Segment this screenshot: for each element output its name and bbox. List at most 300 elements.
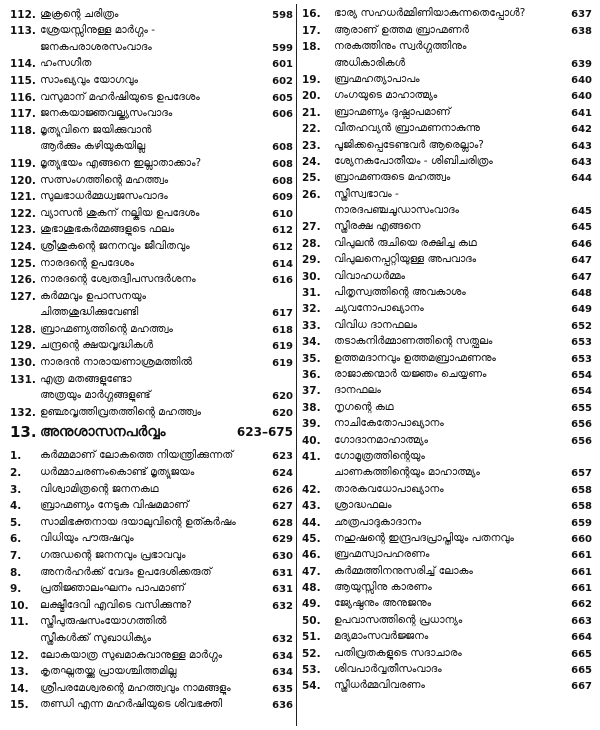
entry-page-number: 637	[571, 9, 592, 21]
entry-page-number: 612	[272, 225, 293, 237]
entry-number: 33.	[302, 319, 321, 332]
entry-number: 128.	[10, 323, 36, 336]
section-heading	[10, 421, 293, 443]
toc-entry	[302, 168, 592, 184]
toc-entry	[302, 4, 592, 20]
entry-title: ആയുസ്സിനു കാരണം	[334, 581, 432, 594]
toc-entry	[302, 381, 592, 397]
entry-page-number: 634	[272, 667, 293, 679]
entry-number: 129.	[10, 340, 36, 353]
entry-title: പൂജിക്കപ്പെടേണ്ടവർ ആരെല്ലാം?	[334, 138, 484, 151]
entry-number: 1.	[10, 450, 22, 463]
entry-number: 123.	[10, 224, 36, 237]
entry-page-number: 655	[571, 402, 592, 414]
entry-title: വിശ്വാമിത്രന്റെ ജനനകഥ	[40, 482, 159, 495]
entry-page-number: 640	[571, 74, 592, 86]
entry-number: 3.	[10, 483, 22, 496]
entry-number: 36.	[302, 368, 321, 381]
entry-number: 5.	[10, 516, 22, 529]
toc-entry	[302, 86, 592, 102]
entry-page-number: 663	[571, 615, 592, 627]
entry-page-number: 660	[571, 533, 592, 545]
toc-entry	[302, 365, 592, 381]
entry-number: 50.	[302, 614, 321, 627]
toc-entry	[10, 695, 293, 712]
toc-entry	[302, 643, 592, 659]
toc-entry	[10, 402, 293, 419]
toc-entry	[10, 170, 293, 187]
entry-number: 40.	[302, 434, 321, 447]
entry-number: 16.	[302, 8, 321, 21]
toc-entry	[10, 529, 293, 546]
entry-page-number: 638	[571, 25, 592, 37]
entry-page-number: 619	[272, 358, 293, 370]
toc-entry	[302, 332, 592, 348]
entry-number: 22.	[302, 123, 321, 136]
entry-title-line: ഗോമൂത്രത്തിന്റെയും	[334, 449, 425, 462]
entry-title: സാമിഭക്തനായ ദയാലുവിന്റെ ഉത്കർഷം	[40, 515, 236, 528]
entry-number: 52.	[302, 647, 321, 660]
entry-page-number: 601	[272, 59, 293, 71]
entry-title: ചന്ദ്രന്റെ ക്ഷയവൃദ്ധികൾ	[40, 339, 154, 352]
section-number: 13.	[10, 422, 37, 441]
toc-entry	[10, 662, 293, 679]
entry-title: വിവിധ ദാനഫലം	[334, 318, 418, 331]
toc-entry	[302, 414, 592, 430]
right-column	[302, 4, 592, 692]
entry-number: 12.	[10, 649, 29, 662]
entry-page-number: 612	[272, 241, 293, 253]
entry-page-number: 598	[272, 9, 293, 21]
toc-entry	[302, 315, 592, 331]
toc-entry	[302, 397, 592, 413]
entry-page-number: 645	[571, 222, 592, 234]
entry-title-line: സ്ത്രീസ്വഭാവം -	[334, 187, 399, 200]
entry-title: തടാകനിർമ്മാണത്തിന്റെ സത്ഫലം	[334, 335, 493, 348]
column-divider	[296, 4, 297, 726]
entry-page-number: 658	[571, 484, 592, 496]
entry-title: അനർഹർക്ക് വേദം ഉപദേശിക്കരുത്	[40, 565, 212, 578]
entry-number: 31.	[302, 287, 321, 300]
toc-entry	[10, 336, 293, 353]
entry-page-number: 628	[272, 517, 293, 529]
entry-number: 117.	[10, 108, 36, 121]
entry-title: നാരദന്റെ ശ്വേതദ്വീപസന്ദർശനം	[40, 273, 196, 286]
entry-title: പിതൃസ്വത്തിന്റെ അവകാശം	[334, 286, 466, 299]
entry-number: 28.	[302, 237, 321, 250]
entry-title: നഹുഷന്റെ ഇന്ദ്രപദപ്രാപ്തിയും പതനവും	[334, 531, 514, 544]
entry-title-line: അധികാരികൾ	[334, 56, 406, 69]
entry-title: സാംഖ്യവും യോഗവും	[40, 73, 139, 86]
entry-number: 23.	[302, 139, 321, 152]
entry-title: ശ്രീശുകന്റെ ജനനവും ജീവിതവും	[40, 239, 190, 252]
entry-number: 121.	[10, 191, 36, 204]
entry-number: 51.	[302, 631, 321, 644]
toc-entry	[302, 299, 592, 315]
entry-number: 2.	[10, 467, 22, 480]
entry-title-line: ചിത്തശുദ്ധിക്കുവേണ്ടി	[40, 306, 139, 319]
entry-page-number: 609	[272, 192, 293, 204]
entry-title: ശ്രീപരമേശ്വരന്റെ മഹത്ത്വവും നാമങ്ങളും	[40, 681, 231, 694]
entry-page-number: 608	[272, 158, 293, 170]
entry-title: ബ്രാഹ്മണരുടെ മഹത്ത്വം	[334, 171, 451, 184]
toc-entry	[302, 152, 592, 168]
entry-title: തണ്ഡി എന്ന മഹർഷിയുടെ ശിവഭക്തി	[40, 698, 223, 711]
entry-page-number: 624	[272, 468, 293, 480]
entry-title: ലോകയാത്ര സുഖമാകുവാനുള്ള മാർഗ്ഗം	[40, 648, 223, 661]
entry-page-number: 631	[272, 567, 293, 579]
toc-entry	[302, 545, 592, 561]
entry-number: 14.	[10, 682, 29, 695]
entry-page-number: 620	[272, 407, 293, 419]
entry-number: 11.	[10, 616, 29, 629]
entry-number: 20.	[302, 90, 321, 103]
entry-page-number: 605	[272, 92, 293, 104]
entry-title: കർമ്മമാണ് ലോകത്തെ നിയന്ത്രിക്കുന്നത്	[40, 449, 234, 462]
entry-page-number: 620	[272, 391, 293, 403]
entry-number: 49.	[302, 598, 321, 611]
toc-entry	[302, 102, 592, 118]
entry-page-number: 656	[571, 435, 592, 447]
entry-number: 26.	[302, 188, 321, 201]
entry-number: 10.	[10, 599, 29, 612]
toc-entry	[302, 529, 592, 545]
entry-title-line: അത്രയും മാർഗ്ഗങ്ങളുണ്ട്	[40, 389, 151, 402]
entry-title: പ്രതിജ്ഞാലംഘനം പാപമാണ്	[40, 582, 185, 595]
entry-number: 53.	[302, 664, 321, 677]
section-page-range: 623–675	[236, 424, 293, 439]
entry-number: 48.	[302, 582, 321, 595]
entry-page-number: 657	[571, 468, 592, 480]
entry-number: 47.	[302, 565, 321, 578]
toc-entry	[10, 612, 293, 645]
entry-page-number: 648	[571, 288, 592, 300]
entry-number: 15.	[10, 699, 29, 712]
toc-entry	[302, 561, 592, 577]
entry-page-number: 627	[272, 501, 293, 513]
entry-number: 38.	[302, 401, 321, 414]
toc-entry	[10, 446, 293, 463]
entry-page-number: 632	[272, 600, 293, 612]
entry-page-number: 640	[571, 91, 592, 103]
entry-page-number: 645	[571, 206, 592, 218]
entry-title: കർമ്മത്തിനനുസരിച്ച് ലോകം	[334, 564, 473, 577]
toc-entry	[10, 595, 293, 612]
entry-title: സുലഭാധർമ്മധ്വജസംവാദം	[40, 190, 168, 203]
entry-title: ആരാണ് ഉത്തമ ബ്രാഹ്മണർ	[334, 23, 469, 36]
entry-title: ബ്രാഹ്മണ്യത്തിന്റെ മഹത്ത്വം	[40, 322, 173, 335]
entry-page-number: 667	[571, 681, 592, 693]
entry-title: ശ്യേനകപോതീയം - ശിബിചരിത്രം	[334, 154, 493, 167]
entry-page-number: 654	[571, 369, 592, 381]
entry-title: വിപുലനെപ്പറ്റിയുള്ള അപവാദം	[334, 253, 477, 266]
toc-entry	[302, 627, 592, 643]
entry-number: 17.	[302, 24, 321, 37]
toc-entry	[10, 220, 293, 237]
toc-entry	[10, 678, 293, 695]
entry-title: ശുക്രന്റെ ചരിത്രം	[40, 7, 119, 20]
entry-title: കൃതഘ്നതയ്ക്കു പ്രായശ്ചിത്തമില്ല	[40, 665, 177, 678]
entry-page-number: 608	[272, 175, 293, 187]
toc-entry	[302, 348, 592, 364]
toc-entry	[302, 479, 592, 495]
entry-title: പതിവ്രതകളുടെ സദാചാരം	[334, 646, 462, 659]
entry-title: നാരദന്റെ ഉപദേശം	[40, 256, 134, 269]
entry-title: രാജാക്കന്മാർ യജ്ഞം ചെയ്യണം	[334, 367, 487, 380]
toc-entry	[302, 233, 592, 249]
entry-title: സത്സംഗത്തിന്റെ മഹത്ത്വം	[40, 173, 169, 186]
entry-number: 44.	[302, 516, 321, 529]
entry-page-number: 614	[272, 258, 293, 270]
entry-number: 8.	[10, 566, 22, 579]
toc-entry	[10, 645, 293, 662]
entry-title-line: സ്ത്രീകൾക്ക് സുഖാധിക്യം	[40, 631, 151, 644]
entry-page-number: 616	[272, 275, 293, 287]
entry-page-number: 661	[571, 583, 592, 595]
entry-number: 127.	[10, 290, 36, 303]
entry-title: ഗംഗയുടെ മാഹാത്മ്യം	[334, 89, 438, 102]
entry-page-number: 629	[272, 534, 293, 546]
entry-page-number: 652	[571, 320, 592, 332]
entry-title: ബ്രഹ്മഹത്യാപാപം	[334, 72, 420, 85]
entry-title: താരകവധോപാഖ്യാനം	[334, 482, 444, 495]
entry-number: 118.	[10, 124, 36, 137]
entry-number: 29.	[302, 254, 321, 267]
left-column	[10, 4, 293, 711]
toc-entry	[302, 594, 592, 610]
entry-number: 9.	[10, 583, 22, 596]
toc-entry	[302, 430, 592, 446]
entry-title: വീതഹവ്യൻ ബ്രാഹ്മണനാകുന്നു	[334, 122, 480, 135]
entry-number: 119.	[10, 157, 36, 170]
toc-entry	[302, 119, 592, 135]
toc-entry	[10, 203, 293, 220]
entry-title: ച്യവനോപാഖ്യാനം	[334, 302, 424, 315]
entry-number: 41.	[302, 450, 321, 463]
entry-title: ബ്രാഹ്മണ്യം ദുഷ്പ്രാപമാണ്	[334, 105, 451, 118]
toc-entry	[10, 479, 293, 496]
entry-title: സ്ത്രീധർമ്മവിവരണം	[334, 679, 425, 692]
entry-title: ജനകയാജ്ഞവല്ക്യസംവാദം	[40, 107, 173, 120]
entry-number: 42.	[302, 483, 321, 496]
toc-entry	[10, 496, 293, 513]
entry-page-number: 623	[272, 451, 293, 463]
entry-title: ഉപവാസത്തിന്റെ പ്രധാന്യം	[334, 613, 463, 626]
entry-number: 114.	[10, 58, 36, 71]
entry-number: 116.	[10, 91, 36, 104]
toc-entry	[10, 270, 293, 287]
entry-page-number: 659	[571, 517, 592, 529]
entry-page-number: 608	[272, 142, 293, 154]
entry-page-number: 647	[571, 271, 592, 283]
entry-number: 27.	[302, 221, 321, 234]
entry-page-number: 635	[272, 683, 293, 695]
toc-entry	[10, 104, 293, 121]
entry-title: വിവാഹധർമ്മം	[334, 269, 406, 282]
entry-page-number: 641	[571, 107, 592, 119]
entry-page-number: 661	[571, 566, 592, 578]
toc-entry	[302, 70, 592, 86]
entry-page-number: 639	[571, 58, 592, 70]
toc-entry	[10, 187, 293, 204]
entry-page-number: 662	[571, 599, 592, 611]
entry-title: ലക്ഷ്മീദേവി എവിടെ വസിക്കുന്നു?	[40, 598, 192, 611]
entry-number: 34.	[302, 336, 321, 349]
entry-title: മൃത്യുഭയം എങ്ങനെ ഇല്ലാതാക്കാം?	[40, 156, 202, 169]
toc-entry	[10, 236, 293, 253]
entry-title: നാചികേതോപാഖ്യാനം	[334, 417, 444, 430]
toc-entry	[302, 610, 592, 626]
entry-page-number: 643	[571, 140, 592, 152]
entry-title: ശിവപാർവ്വതീസംവാദം	[334, 663, 442, 676]
entry-number: 125.	[10, 257, 36, 270]
entry-number: 130.	[10, 357, 36, 370]
entry-page-number: 630	[272, 551, 293, 562]
toc-entry	[10, 4, 293, 21]
entry-title: ബ്രഹ്മസ്വാപഹരണം	[334, 548, 430, 561]
toc-entry	[302, 250, 592, 266]
toc-entry	[10, 70, 293, 87]
toc-entry	[10, 153, 293, 170]
entry-page-number: 656	[571, 419, 592, 431]
toc-entry	[10, 319, 293, 336]
entry-title: ഉഞ്ഛവൃത്തിവ്രതത്തിന്റെ മഹത്ത്വം	[40, 405, 201, 418]
entry-title-line: നാരദപഞ്ചചൂഡാസംവാദം	[334, 204, 460, 217]
entry-page-number: 617	[272, 308, 293, 320]
entry-page-number: 626	[272, 484, 293, 496]
entry-number: 24.	[302, 155, 321, 168]
entry-page-number: 653	[571, 353, 592, 365]
entry-title: ഗോദാനമാഹാത്മ്യം	[334, 433, 429, 446]
section-title: അനുശാസനപർവ്വം	[40, 423, 166, 440]
entry-number: 115.	[10, 74, 36, 87]
entry-title-line: ആർക്കും കഴിയുകയില്ല	[40, 140, 146, 153]
entry-title: ഭാര്യ സഹധർമ്മിണിയാകുന്നതെപ്പോൾ?	[334, 7, 526, 20]
entry-title-line: ജനകപരാശരസംവാദം	[40, 40, 152, 53]
entry-page-number: 631	[272, 584, 293, 596]
entry-title: നാരദൻ നാരായണാശ്രമത്തിൽ	[40, 356, 193, 369]
entry-page-number: 606	[272, 109, 293, 121]
entry-page-number: 602	[272, 75, 293, 87]
toc-entry	[302, 20, 592, 36]
entry-page-number: 649	[571, 304, 592, 316]
toc-entry	[302, 135, 592, 151]
entry-number: 54.	[302, 680, 321, 693]
entry-page-number: 642	[571, 124, 592, 136]
toc-entry	[10, 545, 293, 562]
entry-number: 19.	[302, 73, 321, 86]
entry-page-number: 647	[571, 255, 592, 267]
entry-number: 37.	[302, 385, 321, 398]
entry-title: ഹംസഗീത	[40, 57, 92, 70]
toc-entry	[302, 676, 592, 692]
entry-number: 113.	[10, 25, 36, 38]
toc-entry	[10, 21, 293, 54]
entry-title: ഛത്രപാദുകാദാനം	[334, 515, 422, 528]
toc-entry	[302, 447, 592, 480]
entry-number: 43.	[302, 500, 321, 513]
entry-number: 120.	[10, 174, 36, 187]
toc-entry	[10, 253, 293, 270]
entry-page-number: 619	[272, 341, 293, 353]
entry-title-line: ചാണകത്തിന്റെയും മാഹാത്മ്യം	[334, 466, 480, 479]
entry-number: 21.	[302, 106, 321, 119]
toc-entry	[10, 512, 293, 529]
entry-title-line: നരകത്തിനും സ്വർഗ്ഗത്തിനും	[334, 40, 467, 53]
entry-page-number: 661	[571, 550, 592, 562]
entry-page-number: 634	[272, 650, 293, 662]
entry-title: നൃഗന്റെ കഥ	[334, 400, 394, 413]
toc-entry	[302, 512, 592, 528]
entry-page-number: 664	[571, 632, 592, 644]
entry-title: വിപുലൻ രുചിയെ രക്ഷിച്ച കഥ	[334, 236, 477, 249]
entry-number: 46.	[302, 549, 321, 562]
entry-title: ജ്യേഷ്ഠനും അനുജനും	[334, 597, 432, 610]
entry-title-line: കർമ്മവും ഉപാസനയും	[40, 289, 146, 302]
entry-page-number: 636	[272, 700, 293, 712]
entry-number: 13.	[10, 666, 29, 679]
entry-title: ഗരുഡന്റെ ജനനവും പ്രഭാവവും	[40, 549, 186, 561]
toc-entry	[302, 578, 592, 594]
entry-title: ശ്രാദ്ധഫലം	[334, 499, 392, 512]
entry-number: 126.	[10, 274, 36, 287]
entry-page-number: 654	[571, 386, 592, 398]
entry-number: 18.	[302, 41, 321, 54]
entry-page-number: 599	[272, 42, 293, 54]
entry-number: 4.	[10, 500, 22, 513]
entry-number: 35.	[302, 352, 321, 365]
entry-title-line: സ്ത്രീപുരുഷസംയോഗത്തിൽ	[40, 615, 167, 628]
entry-page-number: 632	[272, 633, 293, 645]
entry-title: ധർമ്മാചരണംകൊണ്ട് മൃത്യുജയം	[40, 466, 195, 479]
toc-entry	[302, 266, 592, 282]
entry-title: ദാനഫലം	[334, 384, 381, 397]
toc-entry	[10, 87, 293, 104]
toc-entry	[10, 562, 293, 579]
toc-entry	[302, 184, 592, 217]
entry-title: ബ്രാഹ്മണ്യം നേടുക വിഷമമാണ്	[40, 499, 189, 512]
entry-page-number: 665	[571, 648, 592, 660]
entry-page-number: 646	[571, 238, 592, 250]
entry-number: 7.	[10, 550, 22, 562]
toc-entry	[302, 37, 592, 70]
entry-number: 124.	[10, 240, 36, 253]
toc-entry	[10, 369, 293, 402]
entry-page-number: 643	[571, 156, 592, 168]
entry-page-number: 644	[571, 173, 592, 185]
entry-number: 132.	[10, 406, 36, 419]
entry-number: 30.	[302, 270, 321, 283]
entry-number: 6.	[10, 533, 22, 546]
entry-number: 122.	[10, 207, 36, 220]
entry-number: 131.	[10, 373, 36, 386]
toc-entry	[302, 217, 592, 233]
entry-title: ശുഭാശുഭകർമ്മങ്ങളുടെ ഫലം	[40, 223, 175, 236]
entry-title: വിധിയും പൗരുഷവും	[40, 532, 134, 545]
toc-entry	[302, 283, 592, 299]
toc-entry	[302, 496, 592, 512]
entry-title: വ്യാസൻ ശുകന് നല്കിയ ഉപദേശം	[40, 206, 200, 219]
toc-entry	[10, 286, 293, 319]
entry-page-number: 610	[272, 208, 293, 220]
entry-page-number: 618	[272, 324, 293, 336]
entry-number: 112.	[10, 8, 36, 21]
entry-title-line: മൃത്യുവിനെ ജയിക്കുവാൻ	[40, 123, 152, 136]
entry-title: വസുമാന് മഹർഷിയുടെ ഉപദേശം	[40, 90, 200, 103]
entry-number: 39.	[302, 418, 321, 431]
entry-title-line: എത്ര മതങ്ങളുണ്ടോ	[40, 372, 132, 385]
toc-entry	[10, 352, 293, 369]
